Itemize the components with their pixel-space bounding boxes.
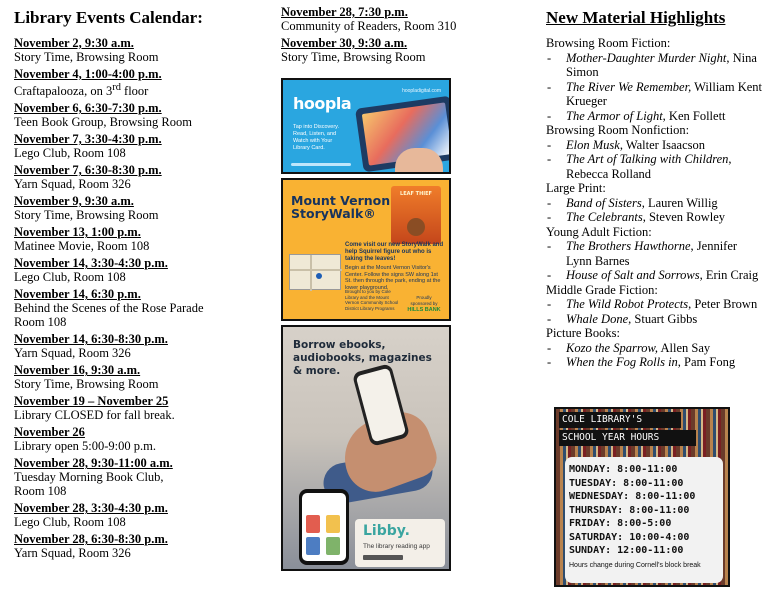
event-date: November 28, 3:30-4:30 p.m. [14,501,168,516]
bullet-dash: - [547,239,552,253]
event-item [14,332,254,360]
event-description-text: Craftapalooza, on 3 [14,84,113,99]
book-author: , Peter Brown [688,297,758,311]
hoopla-ad [281,78,451,174]
book-author: , Nina Simon [566,50,757,79]
bullet-dash: - [547,297,552,311]
book-title: When the Fog Rolls in [566,355,678,369]
book-item [546,210,768,225]
book-item [546,152,768,181]
bullet-dash: - [547,210,552,224]
book-item [546,312,768,327]
event-item [14,425,254,453]
event-date: November 28, 7:30 p.m. [281,5,408,19]
event-item [14,194,254,222]
event-description: Library open 5:00-9:00 p.m. [14,439,156,454]
event-item [14,363,254,391]
book-item [546,51,768,80]
bullet-dash: - [547,50,552,65]
hand-image [395,148,443,174]
event-item [14,163,254,191]
event-date: November 14, 6:30-8:30 p.m. [14,332,168,347]
bullet-dash: - [547,152,552,166]
book-entry [566,268,768,283]
event-description-line2: Room 108 [14,315,67,330]
book-title: Mother-Daughter Murder Night [566,50,727,65]
highlight-category: Large Print: [546,181,606,195]
event-description: Lego Club, Room 108 [14,146,126,161]
event-description: Behind the Scenes of the Rose Parade [14,301,204,316]
book-entry [566,196,768,211]
hours-box [565,457,723,583]
event-description: Matinee Movie, Room 108 [14,239,150,254]
event-description: Yarn Squad, Room 326 [14,177,131,192]
book-author: William Kent Krueger [566,79,762,108]
book-entry [566,152,768,181]
bullet-dash: - [547,311,552,326]
highlight-category: Young Adult Fiction: [546,224,652,239]
event-date: November 16, 9:30 a.m. [14,363,141,378]
libby-ad [281,325,451,571]
book-item [546,239,768,268]
libby-logo: Libby. [363,523,410,539]
event-description: Story Time, Browsing Room [14,50,159,64]
book-title: The Art of Talking with Children [566,152,729,166]
app-store-badges [291,163,351,166]
book-author: , Jennifer Lynn Barnes [566,239,738,268]
hours-row: THURSDAY: 8:00-11:00 [569,504,690,516]
event-description: Yarn Squad, Room 326 [14,546,131,561]
event-item [281,36,481,64]
book-author: , Walter Isaacson [619,137,705,152]
hoopla-url: hoopladigital.com [402,88,441,94]
event-item [14,132,254,160]
book-entry [566,80,768,109]
bullet-dash: - [547,268,552,282]
book-cover-title: LEAF THIEF [400,191,432,197]
hoopla-tagline: Tap into Discovery. Read, Listen, and Watch with Your Library Card. [293,124,340,151]
book-author: Erin Craig [702,268,759,282]
book-title: Band of Sisters [566,195,642,210]
book-item [546,138,768,153]
highlights-list [546,36,768,370]
book-item [546,355,768,370]
event-date: November 28, 6:30-8:30 p.m. [14,532,168,547]
book-title: Elon Musk [566,137,620,152]
book-title: The Armor of Light [566,108,663,123]
hours-title-line1: COLE LIBRARY'S [559,412,681,428]
event-description [14,81,254,98]
book-title: The River We Remember, [566,79,692,94]
events-calendar [14,8,254,563]
book-title: The Brothers Hawthorne [566,239,691,253]
storywalk-body [345,242,445,291]
book-entry [566,138,768,153]
hours-row: TUESDAY: 8:00-11:00 [569,477,684,489]
highlight-category: Browsing Room Fiction: [546,36,671,50]
event-date: November 9, 9:30 a.m. [14,194,134,209]
event-item [14,287,254,329]
event-description: Story Time, Browsing Room [281,50,426,64]
events-continued-list [281,5,481,64]
book-title: Kozo the Sparrow, [566,340,659,355]
book-entry [566,109,768,124]
event-item [14,501,254,529]
calendar-title: Library Events Calendar: [14,8,203,27]
book-cover-image [391,186,441,244]
bullet-dash: - [547,108,552,123]
events-list [14,36,254,560]
book-title: The Celebrants [566,210,643,224]
book-entry [566,210,768,225]
event-date: November 14, 3:30-4:30 p.m. [14,256,168,271]
book-author: , Pam Fong [677,355,736,369]
highlight-category: Picture Books: [546,326,620,340]
book-item [546,268,768,283]
book-entry [566,355,768,370]
events-continued [281,5,481,67]
event-description: Library CLOSED for fall break. [14,408,175,423]
event-item [14,101,254,129]
storywalk-poster [281,178,451,321]
book-author: Allen Say [658,340,711,355]
event-description: Community of Readers, Room 310 [281,19,457,33]
event-description-sup: rd [112,82,121,93]
event-item [14,225,254,253]
highlight-category: Middle Grade Fiction: [546,282,658,297]
event-description: Tuesday Morning Book Club, [14,470,164,485]
event-date: November 7, 6:30-8:30 p.m. [14,163,162,178]
sponsor-logo [407,295,441,313]
book-author: , Stuart Gibbs [628,311,698,326]
storywalk-directions: Begin at the Mount Vernon Visitor's Center. Follow the signs SW along 1st St. then through the park, ending at the lower playground. [345,265,441,291]
event-description: Story Time, Browsing Room [14,377,159,392]
squirrel-illustration [407,218,425,236]
event-date: November 13, 1:00 p.m. [14,225,141,240]
event-date: November 6, 6:30-7:30 p.m. [14,101,162,116]
bullet-dash: - [547,79,552,94]
book-item [546,341,768,356]
hours-row: FRIDAY: 8:00-5:00 [569,518,672,529]
event-description: Lego Club, Room 108 [14,515,126,530]
book-item [546,297,768,312]
hours-row: SATURDAY: 10:00-4:00 [569,531,690,543]
storywalk-map [289,254,341,290]
event-date: November 30, 9:30 a.m. [281,36,408,50]
book-item [546,80,768,109]
event-description-text: floor [120,84,149,99]
event-item [281,5,481,33]
storywalk-title: Mount Vernon StoryWalk® [291,193,391,221]
library-hours-poster [554,407,730,587]
hours-note: Hours change during Cornell's block break [569,561,701,569]
sponsor-name: HILLS BANK [407,307,441,313]
bullet-dash: - [547,355,552,369]
hours-row: MONDAY: 8:00-11:00 [569,464,678,475]
event-item [14,256,254,284]
event-date: November 28, 9:30-11:00 a.m. [14,456,173,471]
highlights-title: New Material Highlights [546,8,726,27]
event-description: Teen Book Group, Browsing Room [14,115,192,130]
book-item [546,196,768,211]
event-description: Lego Club, Room 108 [14,270,126,285]
bullet-dash: - [547,340,552,355]
event-item [14,532,254,560]
event-description-line2: Room 108 [14,484,67,499]
hoopla-logo: hoopla [293,94,352,113]
book-entry [566,341,768,356]
book-entry [566,51,768,80]
event-date: November 7, 3:30-4:30 p.m. [14,132,162,147]
book-author: , Lauren Willig [641,195,718,210]
new-material-highlights [546,8,768,370]
hours-row: WEDNESDAY: 8:00-11:00 [569,491,696,502]
book-author: , Ken Follett [662,108,726,123]
event-date: November 26 [14,425,85,440]
hours-title-line2: SCHOOL YEAR HOURS [559,430,696,446]
sponsor-label: Proudly sponsored by [410,295,438,306]
event-description: Yarn Squad, Room 326 [14,346,131,361]
libby-app-screenshot [299,489,349,565]
bullet-dash: - [547,137,552,152]
event-item [14,456,254,498]
book-entry [566,312,768,327]
hours-row: SUNDAY: 12:00-11:00 [569,545,684,556]
event-date: November 4, 1:00-4:00 p.m. [14,67,162,81]
book-title: The Wild Robot Protects [566,297,689,311]
bullet-dash: - [547,195,552,210]
app-store-badges [363,555,403,560]
book-item [546,109,768,124]
libby-headline: Borrow ebooks, audiobooks, magazines & more. [293,339,432,377]
highlight-category: Browsing Room Nonfiction: [546,123,690,137]
event-date: November 14, 6:30 p.m. [14,287,141,302]
event-description: Story Time, Browsing Room [14,208,159,223]
storywalk-headline: Come visit our new StoryWalk and help Squirrel figure out who is taking the leaves! [345,242,444,262]
book-author: , Steven Rowley [642,210,726,224]
book-entry [566,239,768,268]
book-title: House of Salt and Sorrows, [566,268,703,282]
book-entry [566,297,768,312]
map-pin-icon [316,273,322,279]
event-item [14,394,254,422]
book-author: , Rebecca Rolland [566,152,732,181]
event-date: November 19 – November 25 [14,394,169,409]
event-item [14,67,254,98]
libby-subtitle: The library reading app [363,543,430,550]
event-date: November 2, 9:30 a.m. [14,36,134,50]
book-title: Whale Done [566,311,629,326]
event-item [14,36,254,64]
storywalk-credit: Brought to you by Cole Library and the Mount Vernon Community School District Library Programs [345,289,399,311]
